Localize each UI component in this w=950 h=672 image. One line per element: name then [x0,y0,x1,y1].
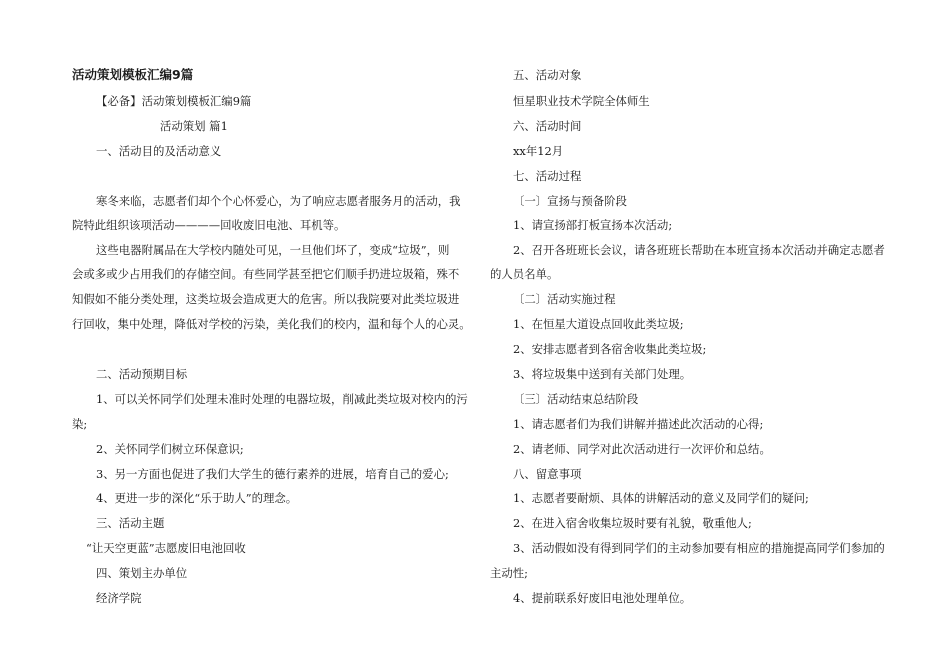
list-item-continuation: 主动性; [490,566,529,580]
paragraph-line: 这些电器附属品在大学校内随处可见，一旦他们坏了，变成“垃圾”，则 [96,243,450,257]
paragraph-line: “让天空更蓝”志愿废旧电池回收 [86,541,246,555]
list-item: 3、活动假如没有得到同学们的主动参加要有相应的措施提高同学们参加的 [513,541,885,555]
list-item: 3、另一方面也促进了我们大学生的德行素养的进展，培育自己的爱心; [96,467,449,481]
paragraph-line: 行回收，集中处理，降低对学校的污染，美化我们的校内，温和每个人的心灵。 [72,317,471,331]
list-item: 2、召开各班班长会议，请各班班长帮助在本班宣扬本次活动并确定志愿者 [513,243,885,257]
sub-heading: 〔三〕活动结束总结阶段 [513,392,639,406]
paragraph-line: 知假如不能分类处理，这类垃圾会造成更大的危害。所以我院要对此类垃圾进 [72,292,460,306]
document-subtitle: 【必备】活动策划模板汇编9篇 [96,94,252,108]
list-item-continuation: 的人员名单。 [490,267,559,281]
sub-heading: 〔一〕宣扬与预备阶段 [513,194,627,208]
section-heading: 四、策划主办单位 [96,566,188,580]
paragraph-line: 院特此组织该项活动————回收废旧电池、耳机等。 [72,218,346,232]
section-heading: 三、活动主题 [96,516,165,530]
list-item: 1、在恒星大道设点回收此类垃圾; [513,317,684,331]
document-title: 活动策划模板汇编9篇 [72,67,194,82]
sub-heading: 〔二〕活动实施过程 [513,292,616,306]
paragraph-line: 会或多或少占用我们的存储空间。有些同学甚至把它们顺手扔进垃圾箱，殊不 [72,267,460,281]
list-item: 1、请志愿者们为我们讲解并描述此次活动的心得; [513,417,764,431]
section-heading: 二、活动预期目标 [96,367,188,381]
list-item-continuation: 染; [72,417,88,431]
section-heading: 五、活动对象 [513,68,582,82]
paragraph-line: xx年12月 [513,144,564,158]
list-item: 2、安排志愿者到各宿舍收集此类垃圾; [513,342,707,356]
list-item: 1、志愿者要耐烦、具体的讲解活动的意义及同学们的疑问; [513,491,809,505]
paragraph-line: 经济学院 [96,591,142,605]
section-heading: 六、活动时间 [513,119,582,133]
list-item: 1、请宣扬部打板宣扬本次活动; [513,218,673,232]
paragraph-line: 寒冬来临，志愿者们却个个心怀爱心，为了响应志愿者服务月的活动，我 [96,194,461,208]
list-item: 4、更进一步的深化“乐于助人”的理念。 [96,491,298,505]
list-item: 1、可以关怀同学们处理未准时处理的电器垃圾，削减此类垃圾对校内的污 [96,392,468,406]
article-heading: 活动策划 篇1 [160,119,228,133]
list-item: 2、在进入宿舍收集垃圾时要有礼貌，敬重他人; [513,516,752,530]
list-item: 4、提前联系好废旧电池处理单位。 [513,591,692,605]
paragraph-line: 恒星职业技术学院全体师生 [513,94,650,108]
list-item: 3、将垃圾集中送到有关部门处理。 [513,367,692,381]
section-heading: 七、活动过程 [513,169,582,183]
list-item: 2、关怀同学们树立环保意识; [96,442,244,456]
list-item: 2、请老师、同学对此次活动进行一次评价和总结。 [513,442,771,456]
section-heading: 一、活动目的及活动意义 [96,144,222,158]
section-heading: 八、留意事项 [513,467,582,481]
